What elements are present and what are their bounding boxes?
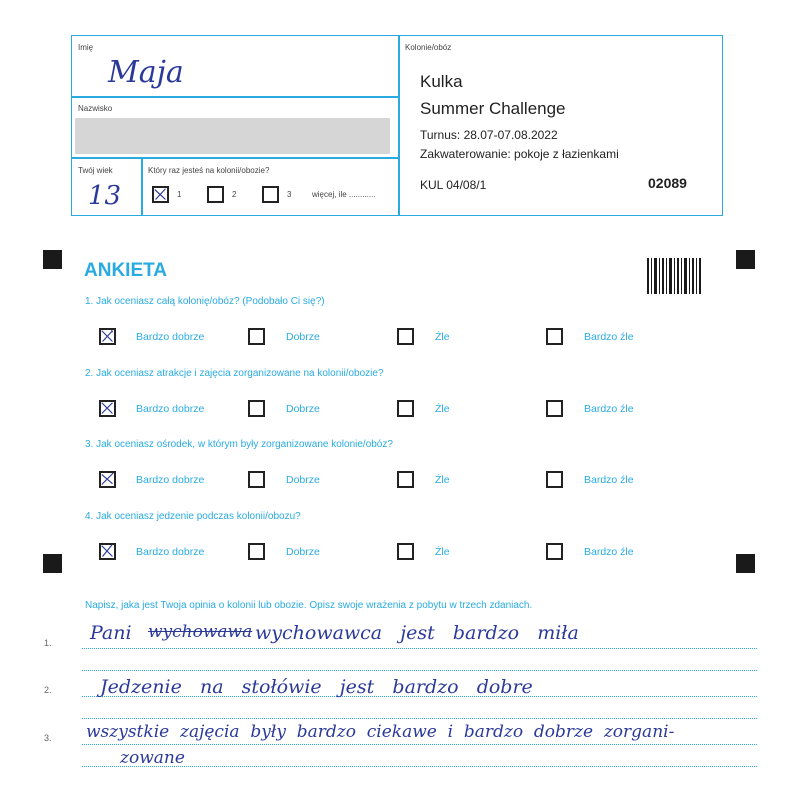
writing-line — [82, 648, 757, 649]
q1-checkbox-bardzo-zle[interactable] — [546, 328, 563, 345]
visit-checkbox-2[interactable] — [207, 186, 224, 203]
q2-option-zle: Źle — [435, 403, 450, 415]
header-divider-age — [141, 157, 143, 216]
writing-line — [82, 718, 757, 719]
opinion-line-2: Jedzenie na stołówie jest bardzo dobre — [100, 676, 533, 698]
q1-option-zle: Źle — [435, 331, 450, 343]
question-2: 2. Jak oceniasz atrakcje i zajęcia zorganizowane na kolonii/obozie? — [85, 368, 384, 379]
imie-label: Imię — [78, 43, 94, 52]
question-3: 3. Jak oceniasz ośrodek, w którym były zorganizowane kolonie/obóz? — [85, 439, 393, 450]
opinion-line-3: wszystkie zajęcia były bardzo ciekawe i bardzo dobrze zorgani- — [86, 722, 675, 742]
question-4: 4. Jak oceniasz jedzenie podczas kolonii/obozu? — [85, 511, 301, 522]
q4-option-dobrze: Dobrze — [286, 546, 320, 558]
header-divider-surname — [71, 157, 399, 159]
check-mark-icon — [101, 402, 114, 415]
writing-line — [82, 744, 757, 745]
q1-option-dobrze: Dobrze — [286, 331, 320, 343]
header-divider-vertical — [398, 35, 400, 216]
q1-option-bardzo-zle: Bardzo źle — [584, 331, 634, 343]
wiek-value: 13 — [88, 181, 122, 211]
opinion-line-1-start: Pani — [90, 622, 132, 644]
writing-line — [82, 670, 757, 671]
ktory-raz-label: Który raz jesteś na kolonii/obozie? — [148, 166, 270, 175]
nazwisko-label: Nazwisko — [78, 104, 113, 113]
registration-mark-bottom-right — [736, 554, 755, 573]
q3-checkbox-bardzo-zle[interactable] — [546, 471, 563, 488]
registration-mark-top-left — [43, 250, 62, 269]
q1-option-bardzo-dobrze: Bardzo dobrze — [136, 331, 205, 343]
visit-option-2: 2 — [232, 190, 237, 199]
check-mark-icon — [101, 545, 114, 558]
q3-checkbox-zle[interactable] — [397, 471, 414, 488]
q4-option-zle: Źle — [435, 546, 450, 558]
camp-code: KUL 04/08/1 — [420, 178, 487, 192]
visit-checkbox-1[interactable] — [152, 186, 169, 203]
opinion-line-1: wychowawca jest bardzo miła — [255, 622, 579, 644]
imie-value: Maja — [108, 55, 184, 90]
q4-checkbox-zle[interactable] — [397, 543, 414, 560]
registration-mark-bottom-left — [43, 554, 62, 573]
q4-option-bardzo-dobrze: Bardzo dobrze — [136, 546, 205, 558]
visit-option-more: więcej, ile ............ — [312, 190, 376, 199]
header-divider-name — [71, 96, 399, 98]
line-number-1: 1. — [44, 638, 52, 648]
camp-subtitle: Summer Challenge — [420, 99, 566, 118]
q3-option-bardzo-zle: Bardzo źle — [584, 474, 634, 486]
q1-checkbox-zle[interactable] — [397, 328, 414, 345]
check-mark-icon — [154, 188, 167, 201]
visit-option-1: 1 — [177, 190, 182, 199]
registration-mark-top-right — [736, 250, 755, 269]
q2-option-bardzo-dobrze: Bardzo dobrze — [136, 403, 205, 415]
q3-checkbox-dobrze[interactable] — [248, 471, 265, 488]
q4-option-bardzo-zle: Bardzo źle — [584, 546, 634, 558]
barcode-icon — [647, 258, 701, 294]
camp-name: Kulka — [420, 72, 463, 91]
q4-checkbox-bardzo-zle[interactable] — [546, 543, 563, 560]
check-mark-icon — [101, 330, 114, 343]
q2-checkbox-bardzo-zle[interactable] — [546, 400, 563, 417]
question-1: 1. Jak oceniasz całą kolonię/obóz? (Podobało Ci się?) — [85, 296, 325, 307]
q3-checkbox-bardzo-dobrze[interactable] — [99, 471, 116, 488]
accommodation: Zakwaterowanie: pokoje z łazienkami — [420, 147, 619, 161]
opinion-prompt: Napisz, jaka jest Twoja opinia o kolonii lub obozie. Opisz swoje wrażenia z pobytu w trzech zdaniach. — [85, 600, 533, 611]
q2-checkbox-zle[interactable] — [397, 400, 414, 417]
q2-option-dobrze: Dobrze — [286, 403, 320, 415]
form-number: 02089 — [648, 175, 687, 191]
survey-title: ANKIETA — [84, 260, 168, 281]
q2-option-bardzo-zle: Bardzo źle — [584, 403, 634, 415]
line-number-3: 3. — [44, 733, 52, 743]
q2-checkbox-dobrze[interactable] — [248, 400, 265, 417]
visit-checkbox-3[interactable] — [262, 186, 279, 203]
q2-checkbox-bardzo-dobrze[interactable] — [99, 400, 116, 417]
visit-option-3: 3 — [287, 190, 292, 199]
kolonie-label: Kolonie/obóz — [405, 43, 452, 52]
wiek-label: Twój wiek — [78, 166, 113, 175]
q3-option-dobrze: Dobrze — [286, 474, 320, 486]
turnus-dates: Turnus: 28.07-07.08.2022 — [420, 128, 558, 142]
q4-checkbox-bardzo-dobrze[interactable] — [99, 543, 116, 560]
q3-option-zle: Źle — [435, 474, 450, 486]
q4-checkbox-dobrze[interactable] — [248, 543, 265, 560]
opinion-line-4: zowane — [120, 748, 185, 768]
redacted-surname — [75, 118, 390, 154]
q1-checkbox-bardzo-dobrze[interactable] — [99, 328, 116, 345]
q1-checkbox-dobrze[interactable] — [248, 328, 265, 345]
check-mark-icon — [101, 473, 114, 486]
opinion-line-1-crossed: wychowawa — [148, 622, 253, 642]
q3-option-bardzo-dobrze: Bardzo dobrze — [136, 474, 205, 486]
line-number-2: 2. — [44, 685, 52, 695]
